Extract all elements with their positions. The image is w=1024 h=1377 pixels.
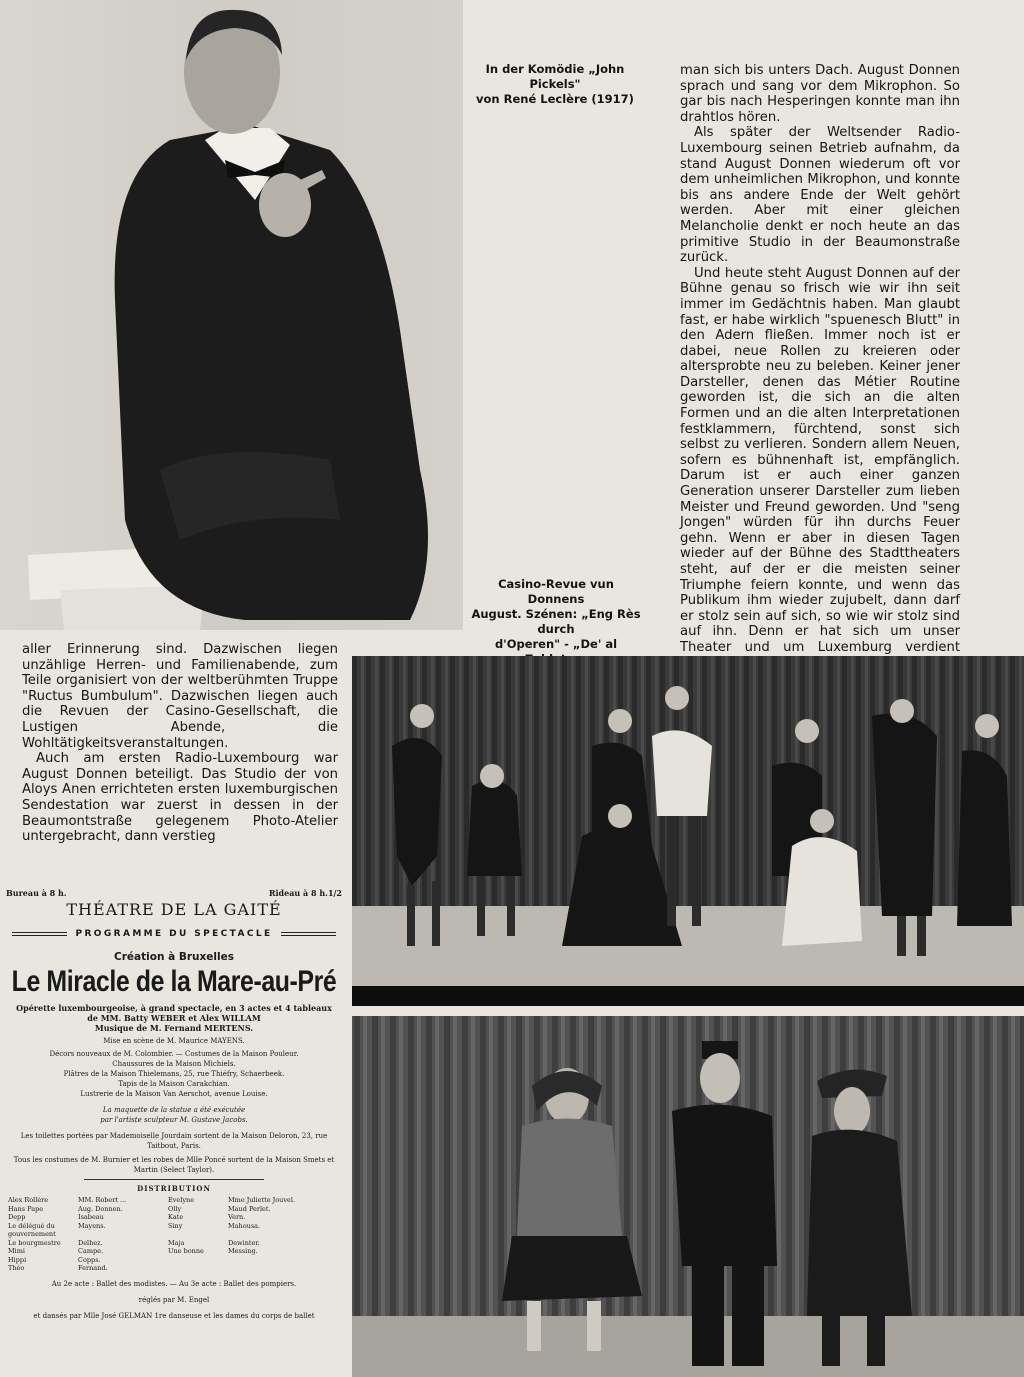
cast-role: Siny (168, 1221, 183, 1230)
article-right-column (680, 63, 960, 672)
statue-line: par l'artiste sculpteur M. Gustave Jacobs. (100, 1116, 248, 1124)
three-actors-photo (352, 1016, 1024, 1377)
cast-role: Kate (168, 1213, 184, 1221)
divider (281, 932, 336, 936)
cast-role: Une bonne (168, 1247, 204, 1255)
cast-role: Le bourgmestre (8, 1238, 61, 1247)
cast-actor: Isabeau (78, 1213, 104, 1221)
article-left-column (22, 642, 338, 845)
cast-role: Le délégué du gouvernement (8, 1221, 56, 1238)
cast-actor: Mahousa. (228, 1221, 261, 1230)
paragraph: man sich bis unters Dach. August Donnen sprach und sang vor dem Mikrophon. So gar bis nach Hesperingen konnte man ihn drahtlos hören. (680, 63, 960, 125)
cast-actor: Mme Juliette Jouvel. (228, 1196, 296, 1204)
cast-actor: Campe. (78, 1247, 104, 1255)
program-costumes: Tous les costumes de M. Burnier et les robes de Mlle Poncé sortent de la Maison Smets et Martin (Select Taylor). (13, 1156, 335, 1174)
cast-role: Evelyne (168, 1196, 195, 1204)
caption-line: Casino-Revue vun Donnens (498, 577, 614, 606)
cast-actor: Delhez. (78, 1238, 103, 1247)
program-statue (4, 1105, 344, 1125)
cast-actor: Mayens. (78, 1221, 106, 1230)
cast-actor: Maud Perlet. (228, 1204, 271, 1213)
credit-line: Décors nouveaux de M. Colombier. — Costumes de la Maison Pouleur. (49, 1050, 299, 1058)
rideau-time: Rideau à 8 h.1/2 (268, 888, 342, 898)
caption-line: August. Szénen: „Eng Rès durch (471, 607, 641, 636)
cast-actor: Messing. (228, 1247, 258, 1255)
cast-role: Alex Rollère (8, 1196, 49, 1204)
programme-label: PROGRAMME DU SPECTACLE (75, 929, 273, 939)
distribution-table (8, 1196, 340, 1273)
cast-actor: Copps. (78, 1255, 101, 1264)
cast-role: Depp (8, 1213, 26, 1221)
program-toilettes: Les toilettes portées par Mademoiselle Jourdain sortent de la Maison Deloron, 23, rue Taitbout, Paris. (20, 1132, 328, 1150)
program-mise: Mise en scène de M. Maurice MAYENS. (103, 1037, 245, 1045)
credit-line: Lustrerie de la Maison Van Aerschot, avenue Louise. (80, 1090, 268, 1098)
statue-line: La maquette de la statue a été exécutée (102, 1106, 246, 1114)
theatre-name: THÉATRE DE LA GAITÉ (66, 900, 282, 919)
cast-role: Théo (8, 1264, 25, 1272)
bureau-time: Bureau à 8 h. (6, 888, 67, 898)
program-subtitle: Opérette luxembourgeoise, à grand spectacle, en 3 actes et 4 tableaux de MM. Batty WEBER et Alex WILLAM (16, 1003, 332, 1023)
cast-role: Mimi (8, 1247, 25, 1255)
paragraph: Auch am ersten Radio-Luxembourg war August Donnen beteiligt. Das Studio der von Aloys Anen errichteten ersten luxemburgischen Sendestation war zuerst in dessen in der Beaumontstraße gelegenem Photo-Atelier untergebracht, dann verstieg (22, 751, 338, 845)
paragraph: Als später der Weltsender Radio-Luxembourg seinen Betrieb aufnahm, da stand August Donnen wiederum oft vor dem unheimlichen Mikrophon, und konnte bis ans andere Ende der Welt gehört werden. Aber mit einer gleichen Melancholie denkt er noch heute an das primitive Studio in der Beaumonstraße zurück. (680, 125, 960, 266)
caption-line: d'Operen" - „De' al (494, 637, 618, 651)
credit-line: Chaussures de la Maison Michiels. (112, 1060, 236, 1068)
program-credits (4, 1049, 344, 1099)
cast-actor: Fernand. (78, 1264, 108, 1272)
program-danses: et dansés par Mlle José GELMAN 1re danseuse et les dames du corps de ballet (33, 1311, 315, 1320)
cast-actor: Vern. (228, 1213, 246, 1221)
program-ballet: Au 2e acte : Ballet des modistes. — Au 3e acte : Ballet des pompiers. (51, 1279, 297, 1288)
cast-role: Hippi (8, 1255, 27, 1264)
cast-actor: MM. Robert ... (78, 1196, 127, 1204)
paragraph: Und heute steht August Donnen auf der Bühne genau so frisch wie wir ihn seit immer im Gedächtnis haben. Man glaubt fast, er habe wirklich "spuenesch Blutt" in den Adern fließen. Immer noch ist er dabei, neue Rollen zu kreieren oder altersprobte neu zu beleben. Keiner jener Darsteller, denen das Métier Routine geworden ist, die sich an die alten Formen und an die alten Interpretationen festklammern, fürchtend, sonst sich selbst zu verlieren. Sondern allem Neuen, sofern es bühnenhaft ist, empfänglich. Darum ist er auch einer ganzen Generation unserer Darsteller zum lieben Meister und Freund geworden. Und "seng Jongen" würden für ihn durchs Feuer gehn. Wenn er aber in diesen Tagen wieder auf der Bühne des Stadttheaters steht, auf der er die meisten seiner Triumphe feiern konnte, und wenn das Publikum ihm wieder zujubelt, dann darf er stolz sein auf sich, so wie wir stolz sind auf ihn. Denn er hat sich um unser Theater und um Luxemburg verdient (680, 265, 960, 655)
credit-line: Plâtres de la Maison Thielemans, 25, rue Thiéfry, Schaerbeek. (63, 1070, 285, 1078)
cast-role: Olly (168, 1204, 182, 1213)
paragraph: aller Erinnerung sind. Dazwischen liegen unzählige Herren- und Familienabende, zum Teile organisiert von der weltberühmten Truppe "Ructus Bumbulum". Dazwischen liegen auch die Revuen der Casino-Gesellschaft, die Lustigen Abende, die Wohltätigkeitsveranstaltungen. (22, 642, 338, 751)
cast-actor: Dewinter. (228, 1238, 260, 1247)
creation-line: Création à Bruxelles (114, 951, 234, 963)
cast-role: Maja (168, 1238, 185, 1247)
credit-line: Tapis de la Maison Carakchian. (118, 1080, 230, 1088)
revue-stage-photo (352, 656, 1024, 1006)
caption-line: In der Komödie „John Pickels" (485, 62, 625, 91)
divider (84, 1179, 264, 1180)
program-music: Musique de M. Fernand MERTENS. (94, 1023, 254, 1033)
programme-heading (12, 929, 336, 939)
caption-line: von René Leclère (1917) (476, 92, 634, 106)
program-title: Le Miracle de la Mare-au-Pré (11, 965, 337, 998)
portrait-photo (0, 0, 463, 630)
distribution-heading: DISTRIBUTION (137, 1184, 211, 1193)
cast-role: Hans Pape (8, 1204, 44, 1213)
divider (12, 932, 67, 936)
theatre-program (4, 888, 344, 1373)
caption-top (470, 62, 640, 107)
cast-actor: Aug. Donnen. (78, 1204, 123, 1213)
program-times (4, 888, 344, 898)
program-regles: réglés par M. Engel (138, 1295, 210, 1304)
